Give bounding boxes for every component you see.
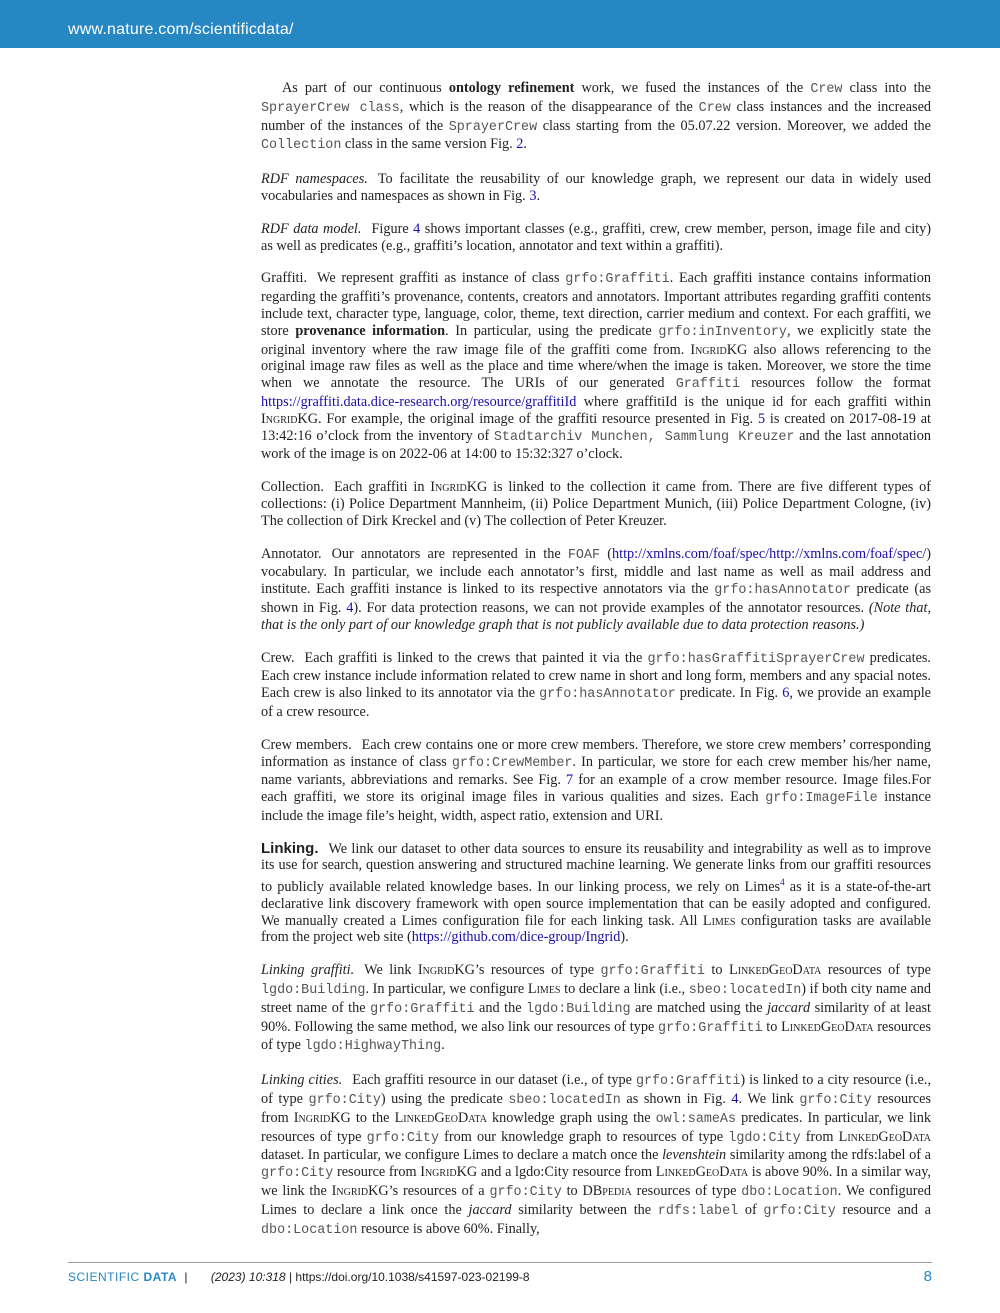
article-body <box>261 80 931 1239</box>
paragraph-collection: Collection. Each graffiti in IngridKG is linked to the collection it came from. There are five different types of collections: (i) Police Department Mannheim, (ii) Police Department Munich, (iii) Police Department Cologne, (iv) The collection of Dirk Kreckel and (v) The collection of Peter Kreuzer. <box>261 479 931 529</box>
figure-link[interactable]: 6 <box>782 685 790 702</box>
paragraph-lead: Collection. <box>261 479 324 496</box>
resource-uri-link[interactable]: https://graffiti.data.dice-research.org/resource/graffitiId <box>261 393 577 410</box>
figure-link[interactable]: 4 <box>346 599 354 616</box>
footer-divider <box>68 1262 932 1263</box>
paragraph-rdf-namespaces: RDF namespaces. To facilitate the reusability of our knowledge graph, we represent our data in widely used vocabularies and namespaces as shown in Fig. 3. <box>261 171 932 204</box>
foaf-spec-link[interactable]: http://xmlns.com/foaf/spec/http://xmlns.com/foaf/spec/ <box>612 545 927 562</box>
figure-link[interactable]: 4 <box>731 1091 739 1107</box>
journal-url[interactable]: www.nature.com/scientificdata/ <box>68 21 294 38</box>
journal-brand: SCIENTIFIC DATA <box>68 1270 178 1284</box>
paragraph-linking-cities: Linking cities. Each graffiti resource in our dataset (i.e., of type grfo:Graffiti) is linked to a city resource (i.e., of type grfo:City) using the predicate sbeo:locatedIn as shown in Fig. 4. We link grfo:City resources from IngridKG to the LinkedGeoData knowledge graph using the owl:sameAs predicates. In particular, we link resources of type grfo:City from our knowledge graph to resources of type lgdo:City from LinkedGeoData dataset. In particular, we configure Limes to declare a match once the levenshtein similarity among the rdfs:label of a grfo:City resource from IngridKG and a lgdo:City resource from LinkedGeoData is above 90%. In a similar way, we link the IngridKG’s resources of a grfo:City to DBpedia resources of type dbo:Location. We configured Limes to declare a link once the jaccard similarity between the rdfs:label of grfo:City resource and a dbo:Location resource is above 60%. Finally, <box>261 1072 932 1238</box>
paragraph-linking: Linking. We link our dataset to other data sources to ensure its reusability and integrability as well as to improve its use for search, question answering and structured machine learning. We generate links from our graffiti resources to publicly available related knowledge bases. In our linking process, we rely on Limes$^4$ as it is a state-of-the-art declarative link discovery framework with open source implementation that can be easily adopted and configured. We manually created a Limes configuration file for each linking task. All Limes configuration tasks are available from the project web site (https://github.com/dice-group/Ingrid). <box>261 839 931 946</box>
paragraph-ontology-refinement: As part of our continuous ontology refinement work, we fused the instances of the Crew class into the SprayerCrew class, which is the reason of the disappearance of the Crew class instances and the increased number of the instances of the SprayerCrew class starting from the 05.07.22 version. Moreover, we added the Collection class in the same version Fig. 2. <box>261 80 932 154</box>
figure-link[interactable]: 3 <box>529 187 537 204</box>
github-link[interactable]: https://github.com/dice-group/Ingrid <box>411 929 621 946</box>
page-footer <box>68 1270 932 1284</box>
paragraph-lead: Crew members. <box>261 736 352 753</box>
paragraph-crew: Crew. Each graffiti is linked to the crews that painted it via the grfo:hasGraffitiSprayerCrew predicates. Each crew instance include information related to crew name in short and long form, members and any spacial notes. Each crew is also linked to its annotator via the grfo:hasAnnotator predicate. In Fig. 6, we provide an example of a crew resource. <box>261 649 932 720</box>
page-number: 8 <box>923 1268 932 1285</box>
paragraph-lead: Annotator. <box>261 545 322 562</box>
volume-info: (2023) 10:318 <box>210 1270 286 1284</box>
figure-link[interactable]: 5 <box>757 410 766 427</box>
paragraph-lead: RDF data model. <box>261 220 362 237</box>
figure-link[interactable]: 7 <box>566 772 574 789</box>
paragraph-lead: Graffiti. <box>261 270 308 287</box>
header-bar <box>0 0 1000 48</box>
paragraph-lead: Linking cities. <box>261 1072 343 1089</box>
paragraph-crew-members: Crew members. Each crew contains one or more crew members. Therefore, we store crew members’ corresponding information as instance of class grfo:CrewMember. In particular, we store for each crew member his/her name, name variants, abbreviations and remarks. See Fig. 7 for an example of a crow member resource. Image files.For each graffiti, we store its original image files in various qualities and sizes. Each grfo:ImageFile instance include the image file’s height, width, aspect ratio, extension and URI. <box>261 736 931 824</box>
section-heading-linking: Linking. <box>261 839 319 857</box>
paragraph-linking-graffiti: Linking graffiti. We link IngridKG’s resources of type grfo:Graffiti to LinkedGeoData resources of type lgdo:Building. In particular, we configure Limes to declare a link (i.e., sbeo:locatedIn) if both city name and street name of the grfo:Graffiti and the lgdo:Building are matched using the jaccard similarity of at least 90%. Following the same method, we also link our resources of type grfo:Graffiti to LinkedGeoData resources of type lgdo:HighwayThing. <box>261 962 932 1055</box>
paragraph-lead: Crew. <box>261 649 295 666</box>
footer-separator: | <box>184 1270 188 1284</box>
paragraph-lead: Linking graffiti. <box>261 962 355 979</box>
paragraph-lead: RDF namespaces. <box>261 171 368 188</box>
figure-link[interactable]: 2 <box>516 136 524 153</box>
doi-link[interactable]: | https://doi.org/10.1038/s41597-023-02199-8 <box>288 1270 530 1284</box>
figure-link[interactable]: 4 <box>413 220 421 237</box>
reference-link[interactable]: 4 <box>780 877 785 888</box>
paragraph-rdf-data-model: RDF data model. Figure 4 shows important classes (e.g., graffiti, crew, crew member, person, image file and city) as well as predicates (e.g., graffiti’s location, annotator and text within a graffiti). <box>261 220 931 254</box>
paragraph-graffiti: Graffiti. We represent graffiti as instance of class grfo:Graffiti. Each graffiti instance contains information regarding the graffiti’s provenance, contents, creators and annotators. Important attributes regarding graffiti contents include text, character type, language, color, theme, text direction, carrier medium and context. For each graffiti, we store provenance information. In particular, using the predicate grfo:inInventory, we explicitly state the original inventory where the raw image file of the graffiti come from. IngridKG also allows referencing to the original image raw files as well as the place and time where/when the image is taken. Moreover, we store the time when we annotate the resource. The URIs of our generated Graffiti resources follow the format https://graffiti.data.dice-research.org/resource/graffitiId where graffitiId is the unique id for each graffiti within IngridKG. For example, the original image of the graffiti resource presented in Fig. 5 is created on 2017-08-19 at 13:42:16 o’clock from the inventory of Stadtarchiv Munchen, Sammlung Kreuzer and the last annotation work of the image is on 2022-06 at 14:00 to 15:32:327 o’clock. <box>261 270 931 463</box>
paragraph-annotator: Annotator. Our annotators are represented in the FOAF (http://xmlns.com/foaf/spec/http://xmlns.com/foaf/spec/) vocabulary. In particular, we include each annotator’s first, middle and last name as well as mail address and institute. Each graffiti instance is linked to its respective annotators via the grfo:hasAnnotator predicate (as shown in Fig. 4). For data protection reasons, we can not provide examples of the annotator resources. (Note that, that is the only part of our knowledge graph that is not publicly available due to data protection reasons.) <box>261 545 932 633</box>
